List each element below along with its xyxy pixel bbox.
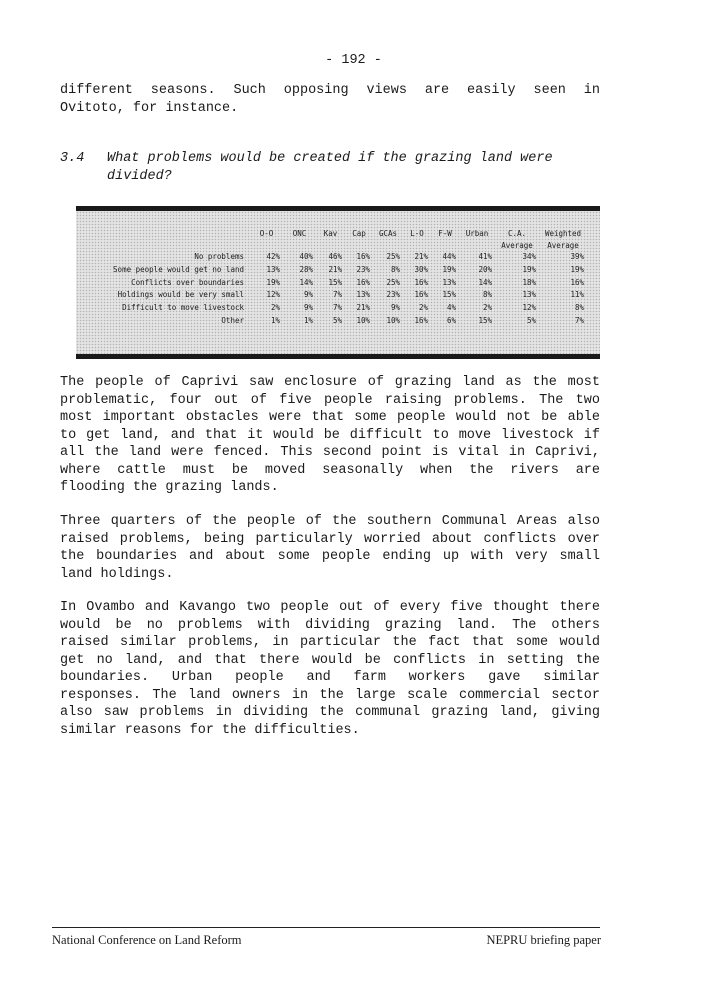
- column-header: C.A.: [507, 229, 527, 238]
- row-label: Difficult to move livestock: [122, 303, 244, 313]
- paragraph-line: In Ovambo and Kavango two people out of every five thought there: [60, 600, 600, 615]
- row-label: No problems: [194, 252, 244, 261]
- paragraph-line: The people of Caprivi saw enclosure of grazing land as the most: [60, 375, 600, 390]
- survey-table: [82, 225, 587, 328]
- table-cell: 9%: [303, 290, 313, 300]
- table-cell: 40%: [299, 252, 313, 261]
- table-cell: 16%: [414, 290, 428, 300]
- column-header-line2: [403, 239, 431, 251]
- table-cell: 19%: [522, 264, 536, 274]
- table-cell: 23%: [386, 290, 400, 300]
- table-cell: 6%: [446, 315, 456, 325]
- table-cell: 30%: [414, 264, 428, 274]
- table-cell: 28%: [299, 264, 313, 274]
- paragraph-line: would be no problems with dividing grazing land. The others: [60, 617, 600, 633]
- table-cell: 8%: [482, 290, 492, 300]
- paragraph-line: most important obstacles were that some people would not be able: [60, 410, 600, 425]
- paragraph-line: get no land, and that there would be conflicts in setting the: [60, 652, 600, 668]
- table-cell: 21%: [328, 264, 342, 274]
- table-cell: 13%: [522, 290, 536, 300]
- section-number: 3.4: [60, 151, 85, 166]
- paragraph-line: the boundaries and about some people ending up with very small: [60, 549, 600, 564]
- table-cell: 19%: [266, 277, 280, 287]
- paragraph-line: flooding the grazing lands.: [60, 480, 279, 495]
- column-header-line2: [459, 239, 495, 251]
- column-header: ONC: [292, 229, 307, 238]
- intro-line: different seasons. Such opposing views are easily seen in: [60, 83, 600, 98]
- table-cell: 9%: [303, 303, 313, 313]
- table-cell: 9%: [390, 303, 400, 313]
- footer-conference: National Conference on Land Reform: [52, 933, 242, 947]
- table-cell: 41%: [478, 252, 492, 261]
- table-cell: 10%: [356, 315, 370, 325]
- paragraph-line: also saw problems in dividing the communal grazing land, giving: [60, 705, 600, 720]
- survey-table-figure: [76, 206, 600, 359]
- footer-source: NEPRU briefing paper: [486, 933, 601, 947]
- column-header-line2: [283, 239, 316, 251]
- table-cell: 13%: [266, 264, 280, 274]
- table-cell: 12%: [522, 303, 536, 313]
- table-row: [82, 302, 587, 315]
- table-header-row: [82, 239, 587, 251]
- paragraph-line: raised problems, being particularly worried about conflicts over: [60, 531, 600, 547]
- table-cell: 13%: [356, 290, 370, 300]
- paragraph-line: Three quarters of the people of the southern Communal Areas also: [60, 514, 600, 529]
- column-header: Kav: [323, 229, 338, 238]
- table-cell: 10%: [386, 315, 400, 325]
- table-row: [82, 289, 587, 302]
- section-heading: [60, 150, 605, 185]
- column-header: O-O: [259, 229, 274, 238]
- column-header-line2: [250, 239, 283, 251]
- column-header-line2: [431, 239, 459, 251]
- table-cell: 15%: [328, 277, 342, 287]
- paragraph-line: where cattle must be moved seasonally when the rivers are: [60, 462, 600, 478]
- paragraph-line: similar reasons for the difficulties.: [60, 722, 360, 738]
- paragraph-caprivi: [60, 374, 600, 497]
- table-corner: [82, 239, 250, 251]
- column-header: F-W: [438, 229, 452, 238]
- table-header-row: [82, 225, 587, 239]
- column-header: Weighted: [544, 229, 582, 238]
- table-cell: 21%: [414, 252, 428, 261]
- column-header-line2: Average: [501, 241, 533, 250]
- table-row: [82, 277, 587, 290]
- table-cell: 16%: [414, 315, 428, 325]
- table-cell: 5%: [332, 315, 342, 325]
- table-cell: 25%: [386, 277, 400, 287]
- table-cell: 44%: [442, 252, 456, 261]
- table-row: [82, 264, 587, 277]
- table-cell: 15%: [442, 290, 456, 300]
- table-cell: 14%: [299, 277, 313, 287]
- page-number: - 192 -: [325, 53, 382, 68]
- paragraph-line: to get land, and that it would be difficult to move livestock if: [60, 427, 600, 443]
- row-label: Other: [221, 315, 244, 325]
- paragraph-southern: [60, 513, 600, 583]
- intro-paragraph: [60, 82, 600, 117]
- table-cell: 2%: [482, 303, 492, 313]
- table-row: [82, 315, 587, 328]
- table-cell: 42%: [266, 252, 280, 261]
- column-header-line2: [373, 239, 403, 251]
- table-cell: 16%: [414, 277, 428, 287]
- table-cell: 7%: [332, 303, 342, 313]
- table-cell: 21%: [356, 303, 370, 313]
- table-cell: 4%: [446, 303, 456, 313]
- column-header: GCAs: [378, 229, 398, 238]
- section-title-line: What problems would be created if the grazing land were: [107, 151, 553, 166]
- paragraph-line: responses. The land owners in the large scale commercial sector: [60, 687, 600, 703]
- table-cell: 8%: [390, 264, 400, 274]
- table-cell: 7%: [574, 315, 584, 325]
- table-cell: 5%: [526, 315, 536, 325]
- table-cell: 2%: [418, 303, 428, 313]
- table-cell: 25%: [386, 252, 400, 261]
- row-label: Conflicts over boundaries: [131, 277, 244, 287]
- table-cell: 13%: [442, 277, 456, 287]
- footer-rule: [52, 927, 600, 928]
- table-cell: 16%: [356, 277, 370, 287]
- paragraph-line: all the land were fenced. This second point is vital in Caprivi,: [60, 445, 600, 460]
- column-header-line2: [316, 239, 345, 251]
- section-title-line: divided?: [107, 168, 172, 184]
- table-cell: 8%: [574, 303, 584, 313]
- table-cell: 7%: [332, 290, 342, 300]
- table-cell: 20%: [478, 264, 492, 274]
- table-cell: 39%: [570, 252, 584, 261]
- table-cell: 19%: [442, 264, 456, 274]
- table-cell: 34%: [522, 252, 536, 261]
- table-cell: 16%: [570, 277, 584, 287]
- row-label: Holdings would be very small: [117, 290, 244, 300]
- table-cell: 11%: [570, 290, 584, 300]
- table-corner: [82, 225, 250, 239]
- paragraph-line: raised similar problems, in particular the fact that some would: [60, 635, 600, 650]
- table-cell: 2%: [270, 303, 280, 313]
- table-cell: 16%: [356, 252, 370, 261]
- table-cell: 23%: [356, 264, 370, 274]
- column-header: L-O: [410, 229, 424, 238]
- row-label: Some people would get no land: [113, 264, 244, 274]
- paragraph-line: boundaries. Urban people and farm workers gave similar: [60, 670, 600, 685]
- paragraph-line: problematic, four out of five people raising problems. The two: [60, 392, 600, 408]
- table-cell: 46%: [328, 252, 342, 261]
- paragraph-line: land holdings.: [60, 566, 174, 582]
- table-row: [82, 251, 587, 264]
- column-header: Cap: [352, 229, 366, 238]
- intro-line: Ovitoto, for instance.: [60, 100, 239, 116]
- table-cell: 12%: [266, 290, 280, 300]
- table-cell: 15%: [478, 315, 492, 325]
- paragraph-ovambo-kavango: [60, 599, 600, 739]
- table-cell: 1%: [303, 315, 313, 325]
- table-cell: 14%: [478, 277, 492, 287]
- column-header-line2: [345, 239, 373, 251]
- table-cell: 19%: [570, 264, 584, 274]
- column-header-line2: Average: [547, 241, 579, 250]
- column-header: Urban: [465, 229, 489, 238]
- table-cell: 1%: [270, 315, 280, 325]
- table-cell: 18%: [522, 277, 536, 287]
